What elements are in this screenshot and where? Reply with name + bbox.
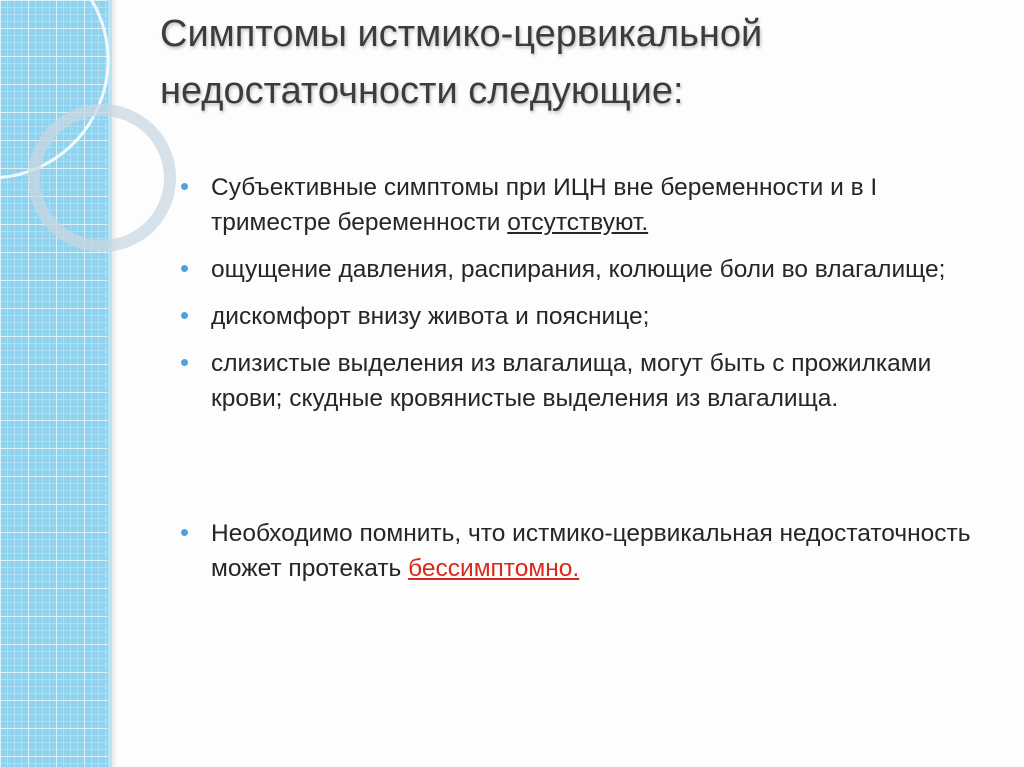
list-item bbox=[180, 299, 980, 334]
bullet-text: ощущение давления, распирания, колющие боли во влагалище; bbox=[211, 256, 946, 283]
slide-title bbox=[160, 6, 980, 120]
title-line-1: Симптомы истмико-цервикальной bbox=[160, 13, 763, 55]
bullet-text: Субъективные симптомы при ИЦН вне беременности и в I триместре беременности bbox=[211, 174, 878, 236]
bullet-emphasis-red: бессимптомно. bbox=[408, 555, 580, 582]
bullet-dot-icon bbox=[181, 265, 188, 272]
bullet-text: Необходимо помнить, что истмико-цервикальная недостаточность может протекать bbox=[211, 520, 971, 582]
bullet-dot-icon bbox=[181, 359, 188, 366]
bullet-text: слизистые выделения из влагалища, могут быть с прожилками крови; скудные кровянистые выделения из влагалища. bbox=[211, 350, 932, 412]
bullet-dot-icon bbox=[181, 312, 188, 319]
decor-ring bbox=[34, 110, 170, 246]
title-line-2: недостаточности следующие bbox=[160, 70, 674, 112]
decor-circle-large bbox=[0, 0, 108, 178]
title-colon: : bbox=[673, 70, 684, 112]
list-item bbox=[180, 252, 980, 287]
list-item bbox=[180, 516, 980, 586]
bullet-emphasis: отсутствуют. bbox=[507, 209, 649, 236]
bullet-text: дискомфорт внизу живота и пояснице; bbox=[211, 303, 650, 330]
list-item bbox=[180, 346, 980, 416]
bullet-dot-icon bbox=[181, 529, 188, 536]
bullet-dot-icon bbox=[181, 183, 188, 190]
list-item bbox=[180, 170, 980, 240]
symptom-list bbox=[180, 170, 980, 598]
